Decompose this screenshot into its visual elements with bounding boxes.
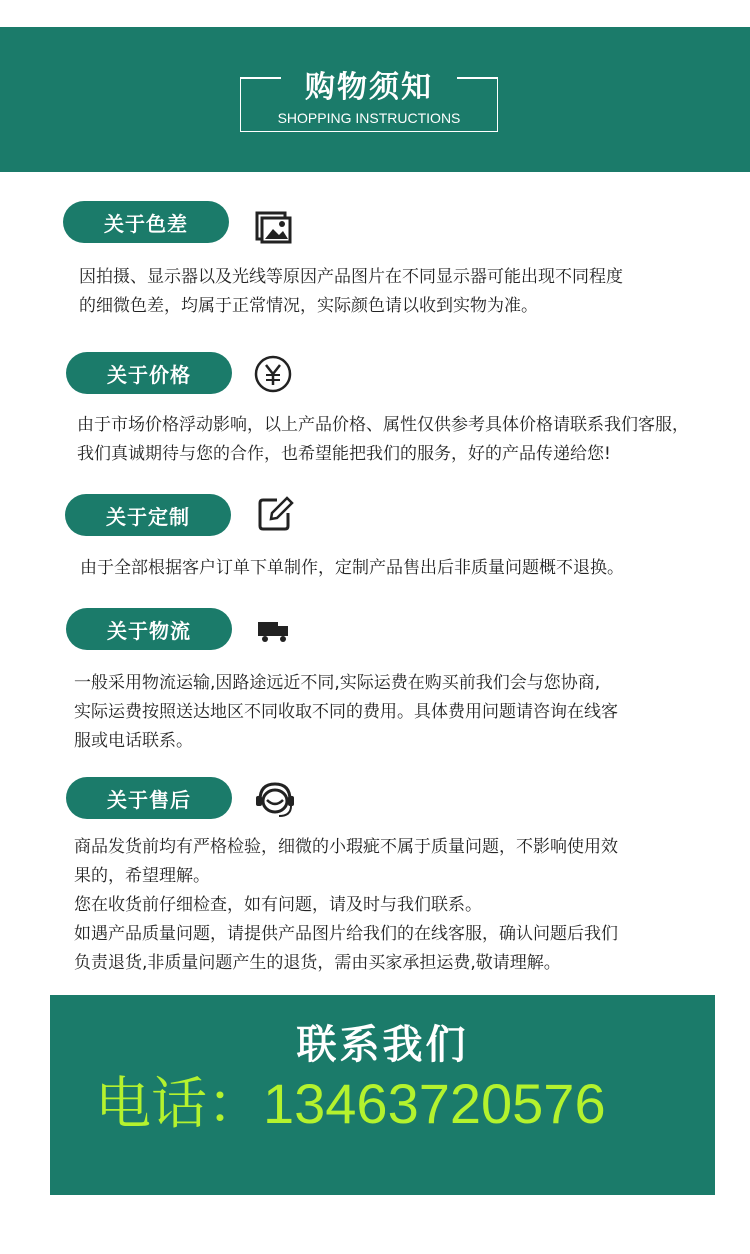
text-line: 因拍摄、显示器以及光线等原因产品图片在不同显示器可能出现不同程度 bbox=[79, 267, 623, 287]
text-line: 的细微色差，均属于正常情况，实际颜色请以收到实物为准。 bbox=[79, 296, 538, 316]
page-subtitle: SHOPPING INSTRUCTIONS bbox=[277, 110, 461, 126]
section-label-color: 关于色差 bbox=[63, 201, 229, 243]
contact-title: 联系我们 bbox=[296, 1022, 469, 1068]
image-icon bbox=[253, 205, 293, 245]
text-line: 您在收货前仔细检查，如有问题，请及时与我们联系。 bbox=[74, 895, 482, 915]
text-line: 由于全部根据客户订单下单制作，定制产品售出后非质量问题概不退换。 bbox=[80, 558, 624, 578]
section-label-aftersale: 关于售后 bbox=[66, 777, 232, 819]
section-text-aftersale bbox=[74, 833, 618, 978]
text-line: 商品发货前均有严格检验，细微的小瑕疵不属于质量问题，不影响使用效 bbox=[74, 837, 618, 857]
text-line: 一般采用物流运输,因路途远近不同,实际运费在购买前我们会与您协商, bbox=[74, 673, 601, 693]
text-line: 实际运费按照送达地区不同收取不同的费用。具体费用问题请咨询在线客 bbox=[74, 702, 618, 722]
truck-icon bbox=[255, 610, 295, 650]
text-line: 服或电话联系。 bbox=[74, 731, 193, 751]
contact-panel bbox=[50, 995, 715, 1195]
text-line: 果的，希望理解。 bbox=[74, 866, 210, 886]
section-text-color bbox=[79, 263, 623, 321]
section-text-price bbox=[77, 411, 689, 469]
text-line: 由于市场价格浮动影响，以上产品价格、属性仅供参考具体价格请联系我们客服， bbox=[77, 415, 689, 435]
yen-icon bbox=[253, 354, 293, 394]
text-line: 如遇产品质量问题，请提供产品图片给我们的在线客服，确认问题后我们 bbox=[74, 924, 618, 944]
contact-phone: 电话：13463720576 bbox=[95, 1072, 606, 1135]
page-title: 购物须知 bbox=[305, 70, 433, 105]
text-line: 负责退货,非质量问题产生的退货，需由买家承担运费,敬请理解。 bbox=[74, 953, 561, 973]
edit-icon bbox=[255, 493, 295, 533]
text-line: 我们真诚期待与您的合作，也希望能把我们的服务，好的产品传递给您! bbox=[77, 444, 611, 464]
section-label-custom: 关于定制 bbox=[65, 494, 231, 536]
section-text-custom bbox=[80, 554, 624, 583]
headset-icon bbox=[253, 778, 293, 818]
section-label-logistics: 关于物流 bbox=[66, 608, 232, 650]
section-text-logistics bbox=[74, 669, 618, 756]
section-label-price: 关于价格 bbox=[66, 352, 232, 394]
header-banner bbox=[0, 27, 750, 172]
